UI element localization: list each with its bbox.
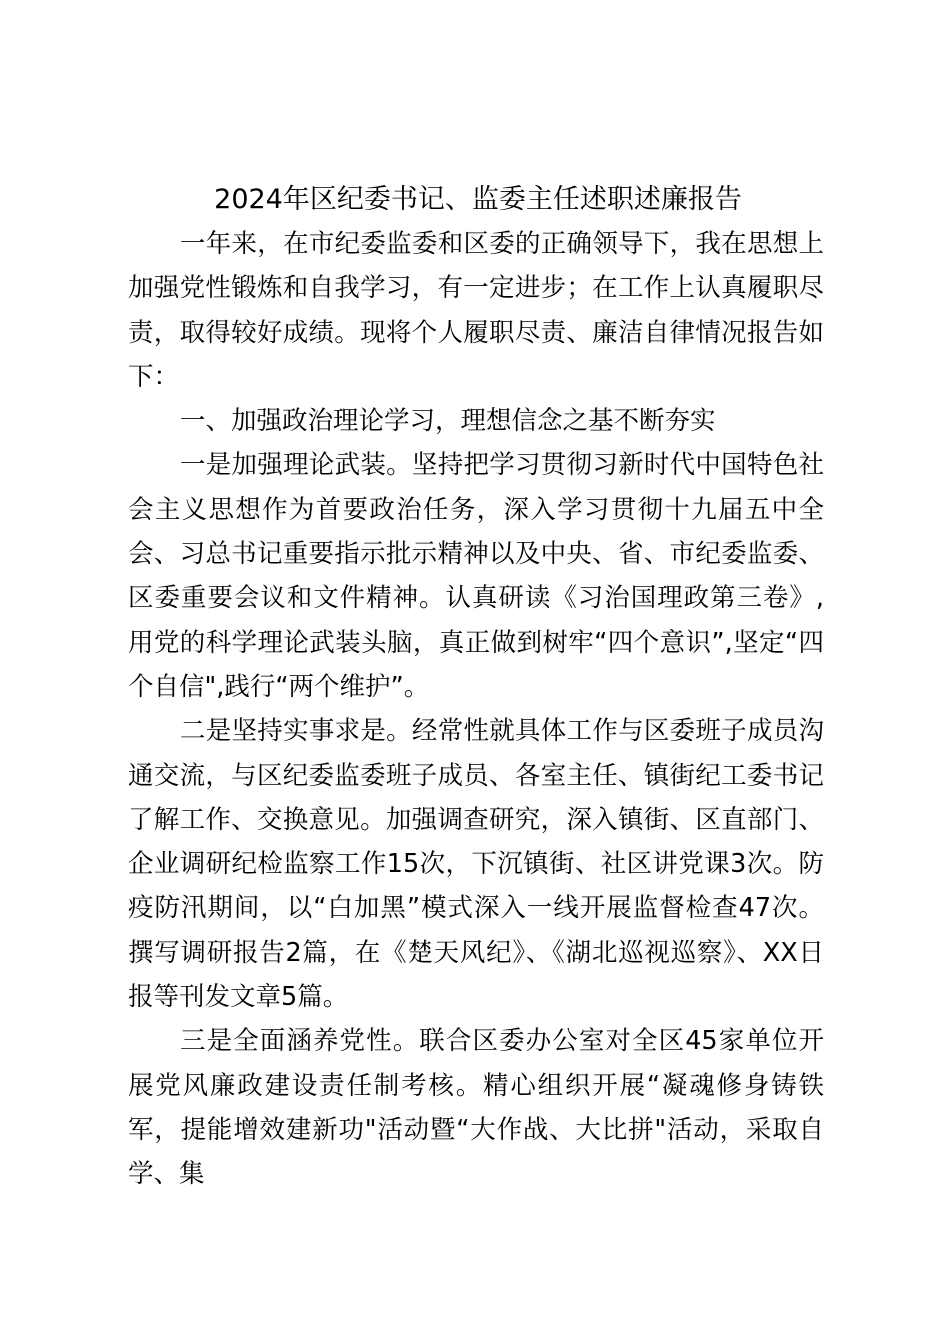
intro-paragraph: 一年来，在市纪委监委和区委的正确领导下，我在思想上加强党性锻炼和自我学习，有一定进步；在工作上认真履职尽责，取得较好成绩。现将个人履职尽责、廉洁自律情况报告如下： [128,229,824,392]
document-title: 2024年区纪委书记、监委主任述职述廉报告 [214,184,742,215]
paragraph-theory-study: 一是加强理论武装。坚持把学习贯彻习新时代中国特色社会主义思想作为首要政治任务，深入学习贯彻十九届五中全会、习总书记重要指示批示精神以及中央、省、市纪委监委、区委重要会议和文件精神。认真研读《习治国理政第三卷》,用党的科学理论武装头脑，真正做到树牢“四个意识”,坚定“四个自信",践行“两个维护”。 [128,450,824,702]
paragraph-party-spirit: 三是全面涵养党性。联合区委办公室对全区45家单位开展党风廉政建设责任制考核。精心组织开展“凝魂修身铸铁军，提能增效建新功"活动暨“大作战、大比拼"活动，采取自学、集 [128,1026,824,1190]
paragraph-seek-truth: 二是坚持实事求是。经常性就具体工作与区委班子成员沟通交流，与区纪委监委班子成员、各室主任、镇街纪工委书记了解工作、交换意见。加强调查研究，深入镇街、区直部门、企业调研纪检监察工作15次，下沉镇街、社区讲党课3次。防疫防汛期间，以“白加黑”模式深入一线开展监督检查47次。撰写调研报告2篇，在《楚天风纪》、《湖北巡视巡察》、XX日报等刊发文章5篇。 [128,716,824,1013]
document-body [128,222,824,1197]
section-heading-1: 一、加强政治理论学习，理想信念之基不断夯实 [180,406,716,437]
